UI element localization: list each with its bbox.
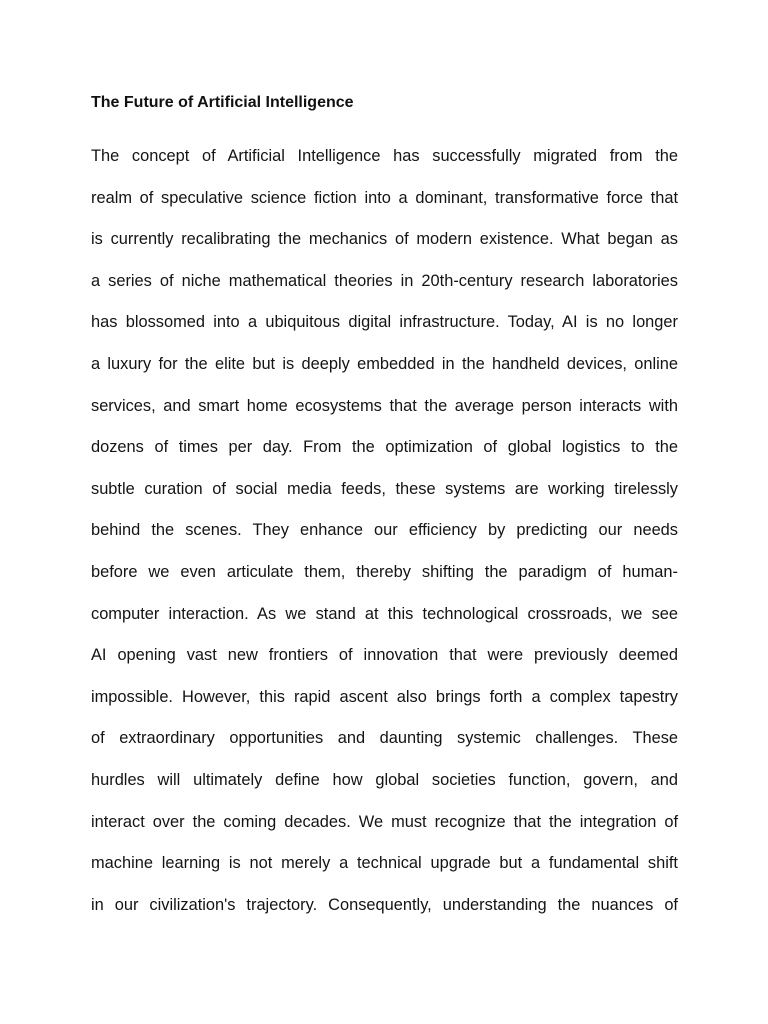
body-text-line: before we even articulate them, thereby shifting the paradigm of human- — [91, 563, 678, 581]
body-text-line: realm of speculative science fiction into a dominant, transformative force that — [91, 188, 678, 207]
body-text-line: subtle curation of social media feeds, these systems are working tirelessly — [91, 479, 678, 498]
body-text-line: computer interaction. As we stand at this technological crossroads, we see — [91, 604, 678, 623]
body-text-line: a luxury for the elite but is deeply embedded in the handheld devices, online — [91, 355, 678, 373]
body-text-line: behind the scenes. They enhance our efficiency by predicting our needs — [91, 521, 678, 540]
body-text-line: of extraordinary opportunities and daunting systemic challenges. These — [91, 729, 678, 748]
document-title: The Future of Artificial Intelligence — [91, 94, 354, 111]
body-text-line: impossible. However, this rapid ascent also brings forth a complex tapestry — [91, 687, 678, 706]
body-text-line: interact over the coming decades. We must recognize that the integration of — [91, 812, 678, 831]
body-text-line: in our civilization's trajectory. Consequently, understanding the nuances of — [91, 895, 678, 914]
body-text-line: The concept of Artificial Intelligence has successfully migrated from the — [91, 147, 678, 165]
body-text-line: is currently recalibrating the mechanics of modern existence. What began as — [91, 230, 678, 249]
body-text-line: has blossomed into a ubiquitous digital infrastructure. Today, AI is no longer — [91, 313, 678, 332]
body-text-line: a series of niche mathematical theories in 20th-century research laboratories — [91, 271, 678, 290]
body-text-line: services, and smart home ecosystems that the average person interacts with — [91, 396, 678, 415]
body-text-line: hurdles will ultimately define how global societies function, govern, and — [91, 771, 678, 789]
body-text-line: machine learning is not merely a technical upgrade but a fundamental shift — [91, 854, 678, 873]
body-text-line: AI opening vast new frontiers of innovation that were previously deemed — [91, 646, 678, 665]
body-text-line: dozens of times per day. From the optimization of global logistics to the — [91, 438, 678, 457]
